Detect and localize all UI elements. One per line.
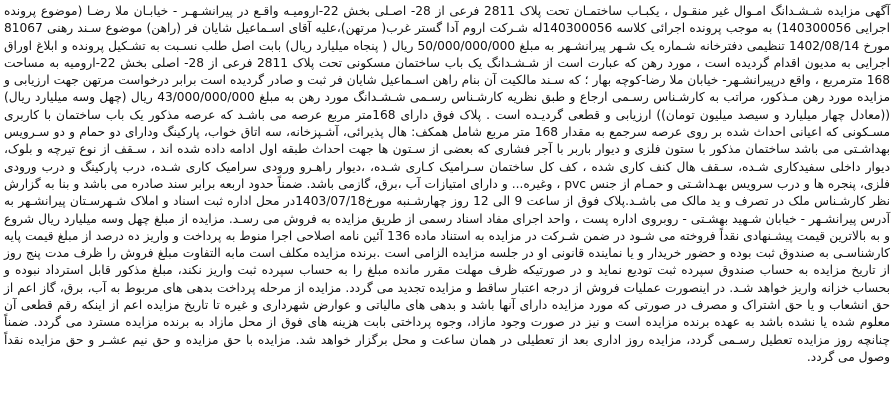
notice-body-text: آگهی مزایده شـشـدانگ امـوال غیر منقـول ، یکبـاب ساختمـان تحت پلاک 2811 فرعی از 28- اصـلی بخش 22-ارومیـه واقـع در پیرانشـهـر - خیابـان ملا رضـا (موضوع پرونده اجرایی 140300056) به موجب پرونده اجرائی کلاسه 140300056له شـرکت اروم آدا گستر غرب( مرتهن)،علیه آقای اسـماعیل شایان فر (راهن) موضوع سـند رهنی 81067 مورخ 1402/08/14 تنظیمی دفترخانه شـماره یک شـهر پیرانشـهر به مبلغ 50/000/000/000 ریال ( پنجاه میلیارد ریال) بابت اصل طلب نسـبت به تشـکیل پرونده و ابلاغ اوراق اجرایی به مدیون اقدام گردیده است ، مورد رهن که عبارت است از شـشـدانگ یک باب ساختمان مسکونی تحت پلاک 2811 فرعی از 28- اصلی بخش 22-ارومیه به مساحت 168 مترمربع ، واقع درپیرانشـهر- خیابان ملا رضا-کوچه بهار ؛ که سـند مالکیت آن بنام راهن اسـماعیل شایان فر ثبت و صادر گردیده است برابر درخواست مرتهن جهت ارزیابی و مزایده مورد رهن مـذکور، مراتب به کارشـناس رسـمی ارجاع و طبق نظریه کارشـناس رسـمی شـشـدانگ مورد رهن به مبلغ 43/000/000/000 ریال (چهل وسه میلیارد ریال)((معادل چهار میلیارد و سیصد میلیون تومان)) ارزیابی و قطعی گردیـده است . پلاک فوق دارای 168متر مربع عرصه می باشـد که عرصه مذکور یک باب ساختمان با کاربری مسـکونی که اعیانی احداث شده بر روی عرصه سرجمع به مقدار 168 متر مربع شامل همکف: هال پذیرائی، آشـپزخانه، سه اتاق خواب، پارکینگ ودارای دو حمام و دو سـرویس بهداشـتی می باشد ساختمان مذکور با ستون فلزی و دیوار باربر با آجر فشاری که بعضی از سـتون ها جهت احداث طبقه اول ادامه داده شده اند ، سـقف از نوع تیرچه و بلوک، دیوار داخلی سفیدکاری شـده، سـقف هال کنف کاری شده ، کف کل ساختمان سـرامیک کـاری شـده، ،دیوار راهـرو ورودی سرامیک کاری شـده، درب پارکینگ و درب ورودی فلزی، پنجره ها و درب سرویس بهـداشـتی و حمـام از جنس pvc ، وغیره... و دارای امتیازات آب ،برق، گازمی باشد. ضمناً حدود اربعه برابر سند صادره می باشد و بنا به گزارش نظر کارشـناس ملک در تصرف و ید مالک می باشـد.پلاک فوق از ساعت 9 الی 12 روز چهارشـنبه مورخ1403/07/18در محل اداره ثبت اسناد و املاک شـهرسـتان پیرانشـهر به آدرس پیرانشـهر - خیابان شـهید بهشـتی - روبروی اداره پست ، واحد اجرای مفاد اسناد رسمی از طریق مزایده به فروش می رسـد. مزایده از مبلغ چهل وسه میلیارد ریال شروع و به بالاترین قیمت پیشـنهادی نقداً فروخته می شـود در ضمن شـرکت در مزایده به استناد ماده 136 آئین نامه اصلاحی اجرا منوط به پرداخت و واریز ده درصد از مبلغ قیمت پایه کارشناسـی به صندوق ثبت بوده و حضور خریدار و یا نماینده قانونی او در جلسه مزایده الزامی است .برنده مزایده مکلف است مابه التفاوت مبلغ فروش را ظرف مدت پنج روز از تاریخ مزایده به حساب صندوق سپرده ثبت تودیع نماید و در صورتیکه ظرف مهلت مقرر مانده مبلغ را به حساب سپرده ثبت واریز نکند، مبلغ مذکور قابل استرداد نبوده و بحساب خزانه واریز خواهد شـد. در اینصورت عملیات فروش از درجه اعتبار ساقط و مزایده تجدید می گردد. مزایده از مرحله پرداخت بدهی های مربوط به آب، برق، گاز اعم از حق انشعاب و یا حق اشتراک و مصرف در صورتی که مورد مزایده دارای آنها باشد و بدهی های مالیاتی و عوارض شهرداری و غیره تا تاریخ مزایده اعم از اینکه رقم قطعی آن معلوم شده یا نشده باشد به عهده برنده مزایده است و نیز در صورت وجود مازاد، وجوه پرداختی بابت هزینه های فوق از محل مازاد به برنده مزایده مسترد می گردد. ضمناً چنانچه روز مزایده تعطیل رسـمی گردد، مزایده روز اداری بعد از تعطیلی در همان ساعت و محل برگزار خواهد شد. مزایده با حق مزایده و حق نیم عشـر و حق مزایده نقداً وصول می گردد. [4, 4, 891, 364]
